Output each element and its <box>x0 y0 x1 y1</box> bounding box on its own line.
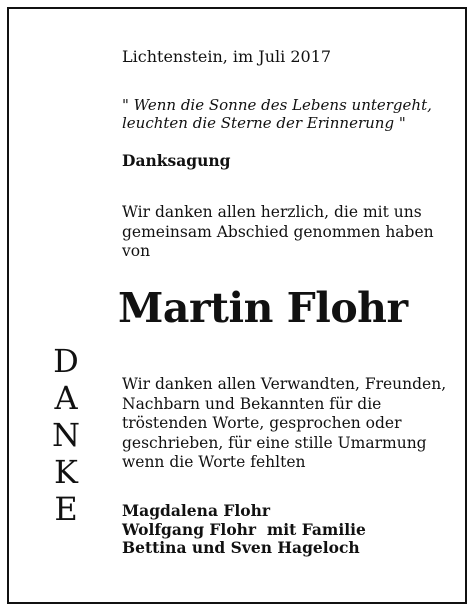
vertical-letter: N <box>52 416 80 454</box>
vertical-letter: A <box>54 379 78 417</box>
intro-line: Wir danken allen herzlich, die mit uns <box>122 203 422 221</box>
intro-line: von <box>122 242 151 260</box>
quote-line: leuchten die Sterne der Erinnerung " <box>122 114 406 132</box>
signer-name: Wolfgang Flohr mit Familie <box>122 519 366 539</box>
thanks-paragraph <box>122 375 446 473</box>
vertical-letter: E <box>54 490 78 528</box>
thanks-line: geschrieben, für eine stille Umarmung <box>122 433 427 452</box>
quote-line: " Wenn die Sonne des Lebens untergeht, <box>122 96 432 114</box>
intro-line: gemeinsam Abschied genommen haben <box>122 222 434 241</box>
notice-heading: Danksagung <box>122 151 231 170</box>
intro-paragraph <box>122 203 434 262</box>
signer-name: Bettina und Sven Hageloch <box>122 538 360 557</box>
thanks-line: tröstenden Worte, gesprochen oder <box>122 414 402 432</box>
signers-block <box>122 502 366 558</box>
memorial-quote <box>122 96 432 132</box>
thanks-line: Wir danken allen Verwandten, Freunden, <box>122 375 447 393</box>
place-date: Lichtenstein, im Juli 2017 <box>122 47 332 66</box>
thanks-line: wenn die Worte fehlten <box>122 453 306 471</box>
vertical-letter: K <box>54 453 78 491</box>
thanks-line: Nachbarn und Bekannten für die <box>122 394 382 413</box>
vertical-letter: D <box>53 342 79 380</box>
vertical-danke <box>44 343 88 528</box>
deceased-name: Martin Flohr <box>118 284 408 332</box>
signer-name: Magdalena Flohr <box>122 501 271 520</box>
